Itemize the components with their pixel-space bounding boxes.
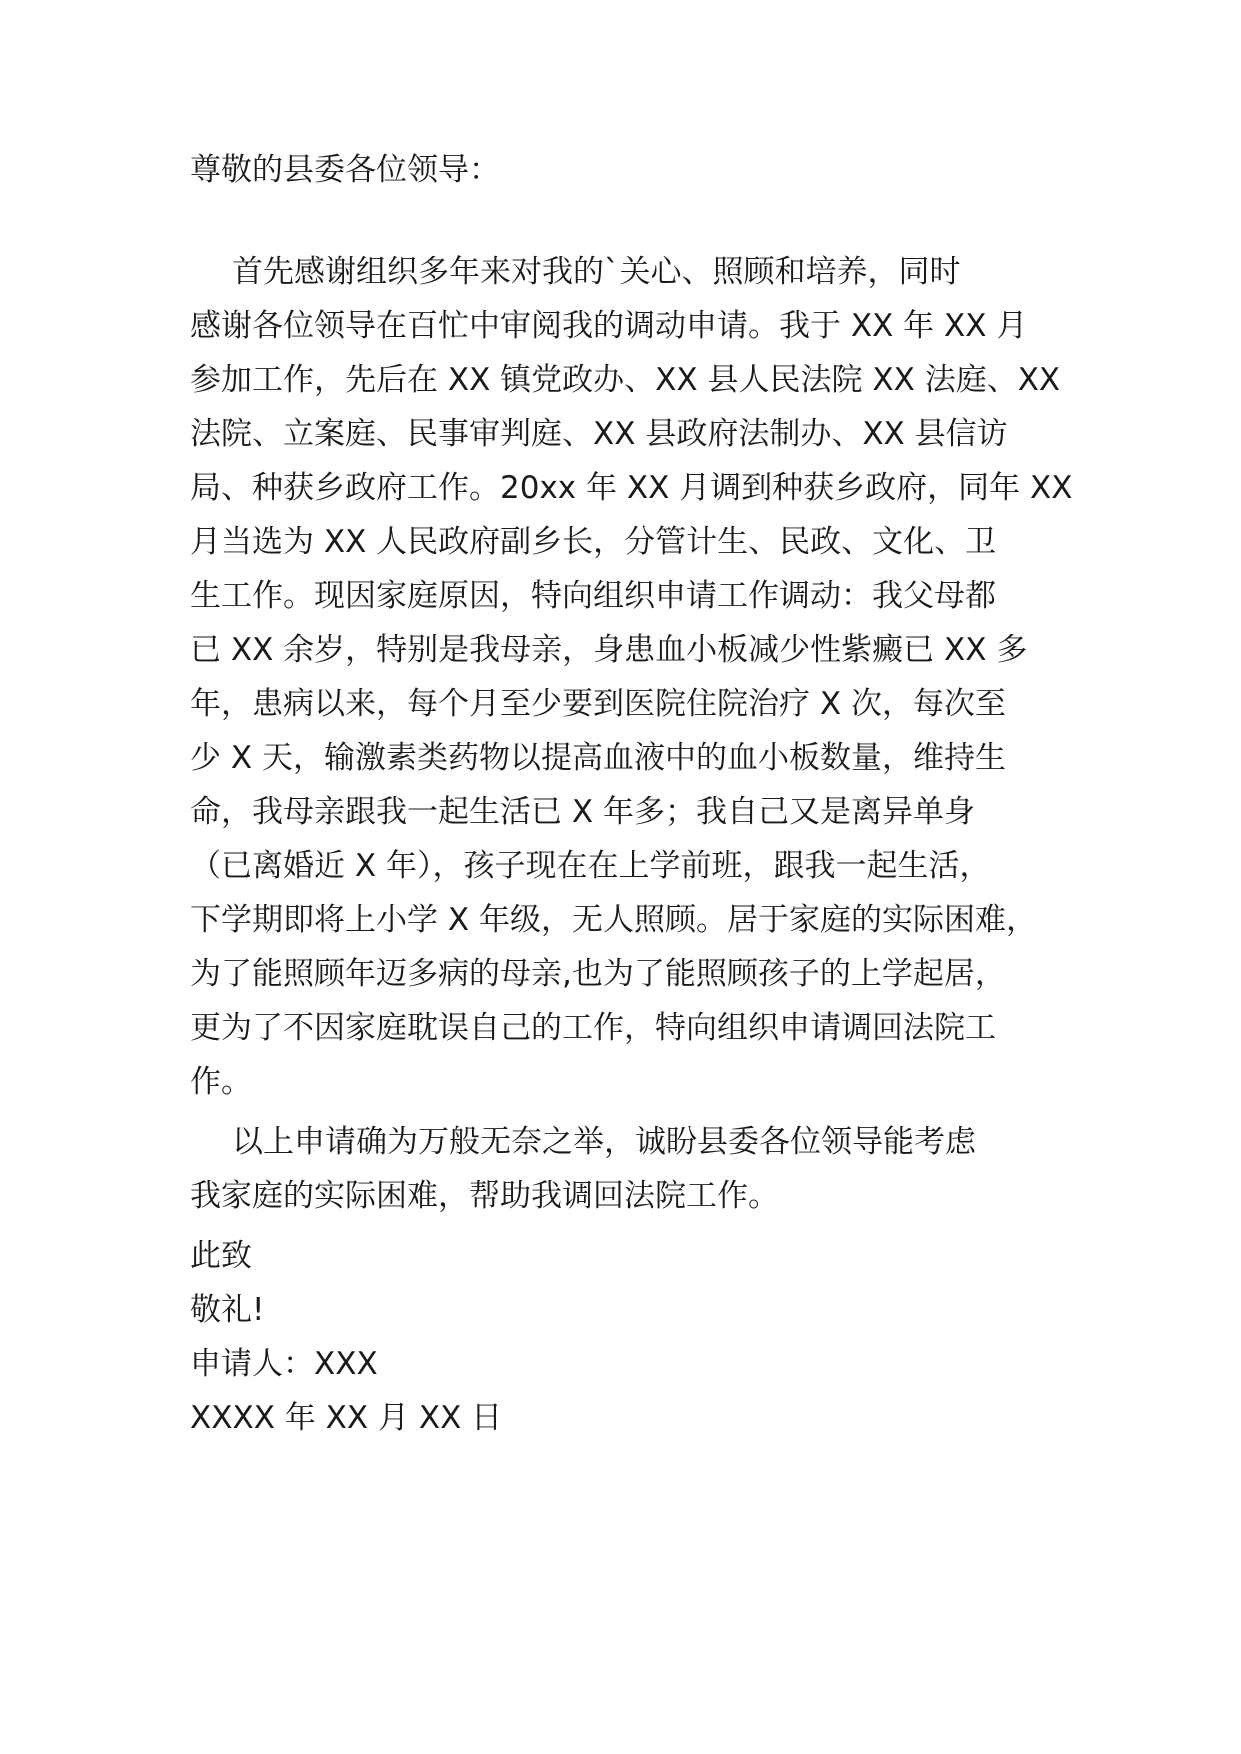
paragraph-line: 为了能照顾年迈多病的母亲,也为了能照顾孩子的上学起居， xyxy=(190,956,1006,992)
paragraph-line: 月当选为 XX 人民政府副乡长，分管计生、民政、文化、卫 xyxy=(190,524,997,560)
paragraph-line: 法院、立案庭、民事审判庭、XX 县政府法制办、XX 县信访 xyxy=(190,416,1008,452)
paragraph-line: 更为了不因家庭耽误自己的工作，特向组织申请调回法院工 xyxy=(190,1010,996,1046)
paragraph-line: （已离婚近 X 年），孩子现在在上学前班，跟我一起生活， xyxy=(190,848,991,884)
date: XXXX 年 XX 月 XX 日 xyxy=(190,1400,503,1436)
paragraph-line: 生工作。现因家庭原因，特向组织申请工作调动：我父母都 xyxy=(190,578,996,614)
paragraph-line: 下学期即将上小学 X 年级，无人照顾。居于家庭的实际困难， xyxy=(190,902,1037,938)
paragraph-line: 作。 xyxy=(190,1064,252,1100)
closing-phrase: 此致 xyxy=(190,1238,252,1274)
paragraph-line: 命，我母亲跟我一起生活已 X 年多；我自己又是离异单身 xyxy=(190,794,975,830)
paragraph-line: 以上申请确为万般无奈之举，诚盼县委各位领导能考虑 xyxy=(232,1124,976,1160)
paragraph-line: 我家庭的实际困难，帮助我调回法院工作。 xyxy=(190,1178,779,1214)
paragraph-line: 已 XX 余岁，特别是我母亲，身患血小板减少性紫癜已 XX 多 xyxy=(190,632,1028,668)
salutation: 尊敬的县委各位领导： xyxy=(190,152,500,188)
paragraph-line: 首先感谢组织多年来对我的`关心、照顾和培养，同时 xyxy=(232,254,961,290)
paragraph-line: 感谢各位领导在百忙中审阅我的调动申请。我于 XX 年 XX 月 xyxy=(190,308,1028,344)
paragraph-line: 局、种获乡政府工作。20xx 年 XX 月调到种获乡政府，同年 XX xyxy=(190,470,1073,506)
closing-regards: 敬礼! xyxy=(190,1292,265,1328)
signature: 申请人：XXX xyxy=(190,1346,378,1382)
paragraph-line: 少 X 天，输激素类药物以提高血液中的血小板数量，维持生 xyxy=(190,740,1006,776)
paragraph-line: 参加工作，先后在 XX 镇党政办、XX 县人民法院 XX 法庭、XX xyxy=(190,362,1061,398)
paragraph-line: 年，患病以来，每个月至少要到医院住院治疗 X 次，每次至 xyxy=(190,686,1006,722)
